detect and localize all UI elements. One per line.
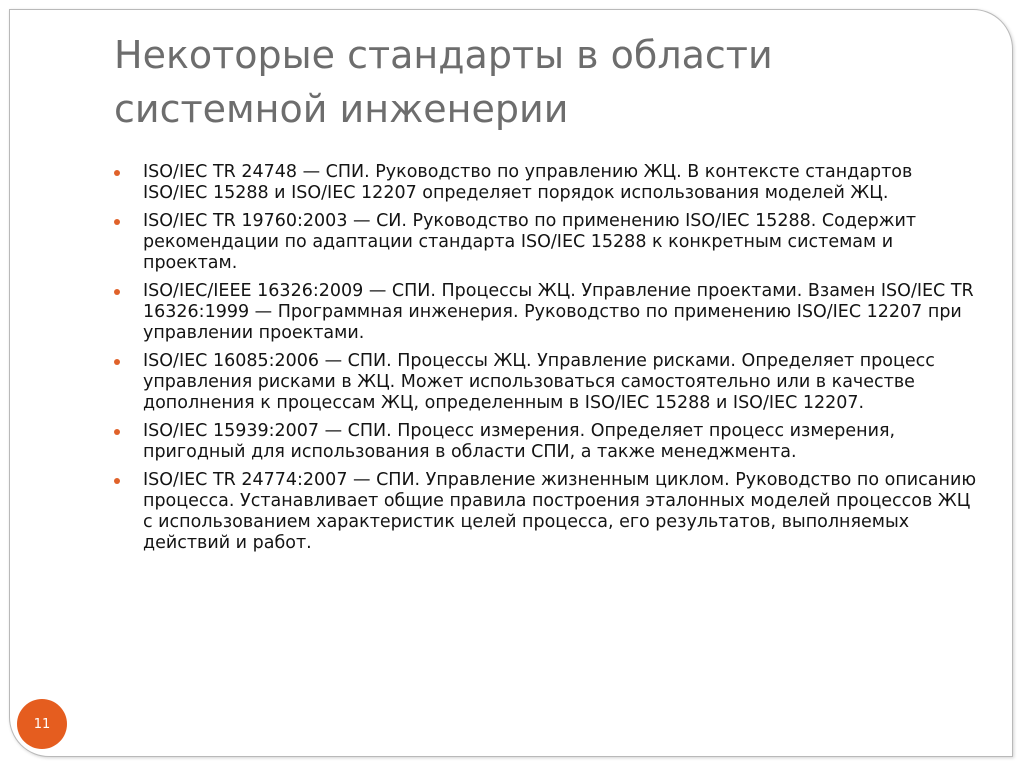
bullet-item [114,281,980,344]
bullet-text: ISO/IEC 16085:2006 — СПИ. Процессы ЖЦ. Управление рисками. Определяет процесс управления рисками в ЖЦ. Может использоваться самостоятельно или в качестве дополнения к процессам ЖЦ, определенным в ISO/IEC 15288 и ISO/IEC 12207. [143,351,935,413]
slide-number-badge [17,699,67,749]
slide-title [114,28,954,136]
bullet-dot-icon [114,219,120,225]
bullet-text: ISO/IEC TR 19760:2003 — СИ. Руководство по применению ISO/IEC 15288. Содержит рекомендации по адаптации стандарта ISO/IEC 15288 к конкретным системам и проектам. [143,211,917,273]
bullet-item [114,470,980,554]
bullet-text: ISO/IEC TR 24748 — СПИ. Руководство по управлению ЖЦ. В контексте стандартов ISO/IEC 15288 и ISO/IEC 12207 определяет порядок использования моделей ЖЦ. [143,162,913,203]
bullet-text: ISO/IEC TR 24774:2007 — СПИ. Управление жизненным циклом. Руководство по описанию процесса. Устанавливает общие правила построения эталонных моделей процессов ЖЦ с использованием характеристик целей процесса, его результатов, выполняемых действий и работ. [143,470,977,553]
bullet-dot-icon [114,289,120,295]
slide-title-line-1: Некоторые стандарты в области [114,33,773,77]
bullet-dot-icon [114,359,120,365]
bullet-text: ISO/IEC/IEEE 16326:2009 — СПИ. Процессы ЖЦ. Управление проектами. Взамен ISO/IEC TR 16326:1999 — Программная инженерия. Руководство по применению ISO/IEC 12207 при управлении проектами. [143,281,974,343]
slide-number: 11 [33,716,51,732]
bullet-item [114,351,980,414]
bullet-item [114,421,980,463]
bullet-dot-icon [114,478,120,484]
slide-title-line-2: системной инженерии [114,87,569,131]
bullet-item [114,211,980,274]
bullet-list [114,162,980,561]
bullet-item [114,162,980,204]
bullet-dot-icon [114,429,120,435]
bullet-text: ISO/IEC 15939:2007 — СПИ. Процесс измерения. Определяет процесс измерения, пригодный для использования в области СПИ, а также менеджмента. [143,421,896,462]
bullet-dot-icon [114,170,120,176]
